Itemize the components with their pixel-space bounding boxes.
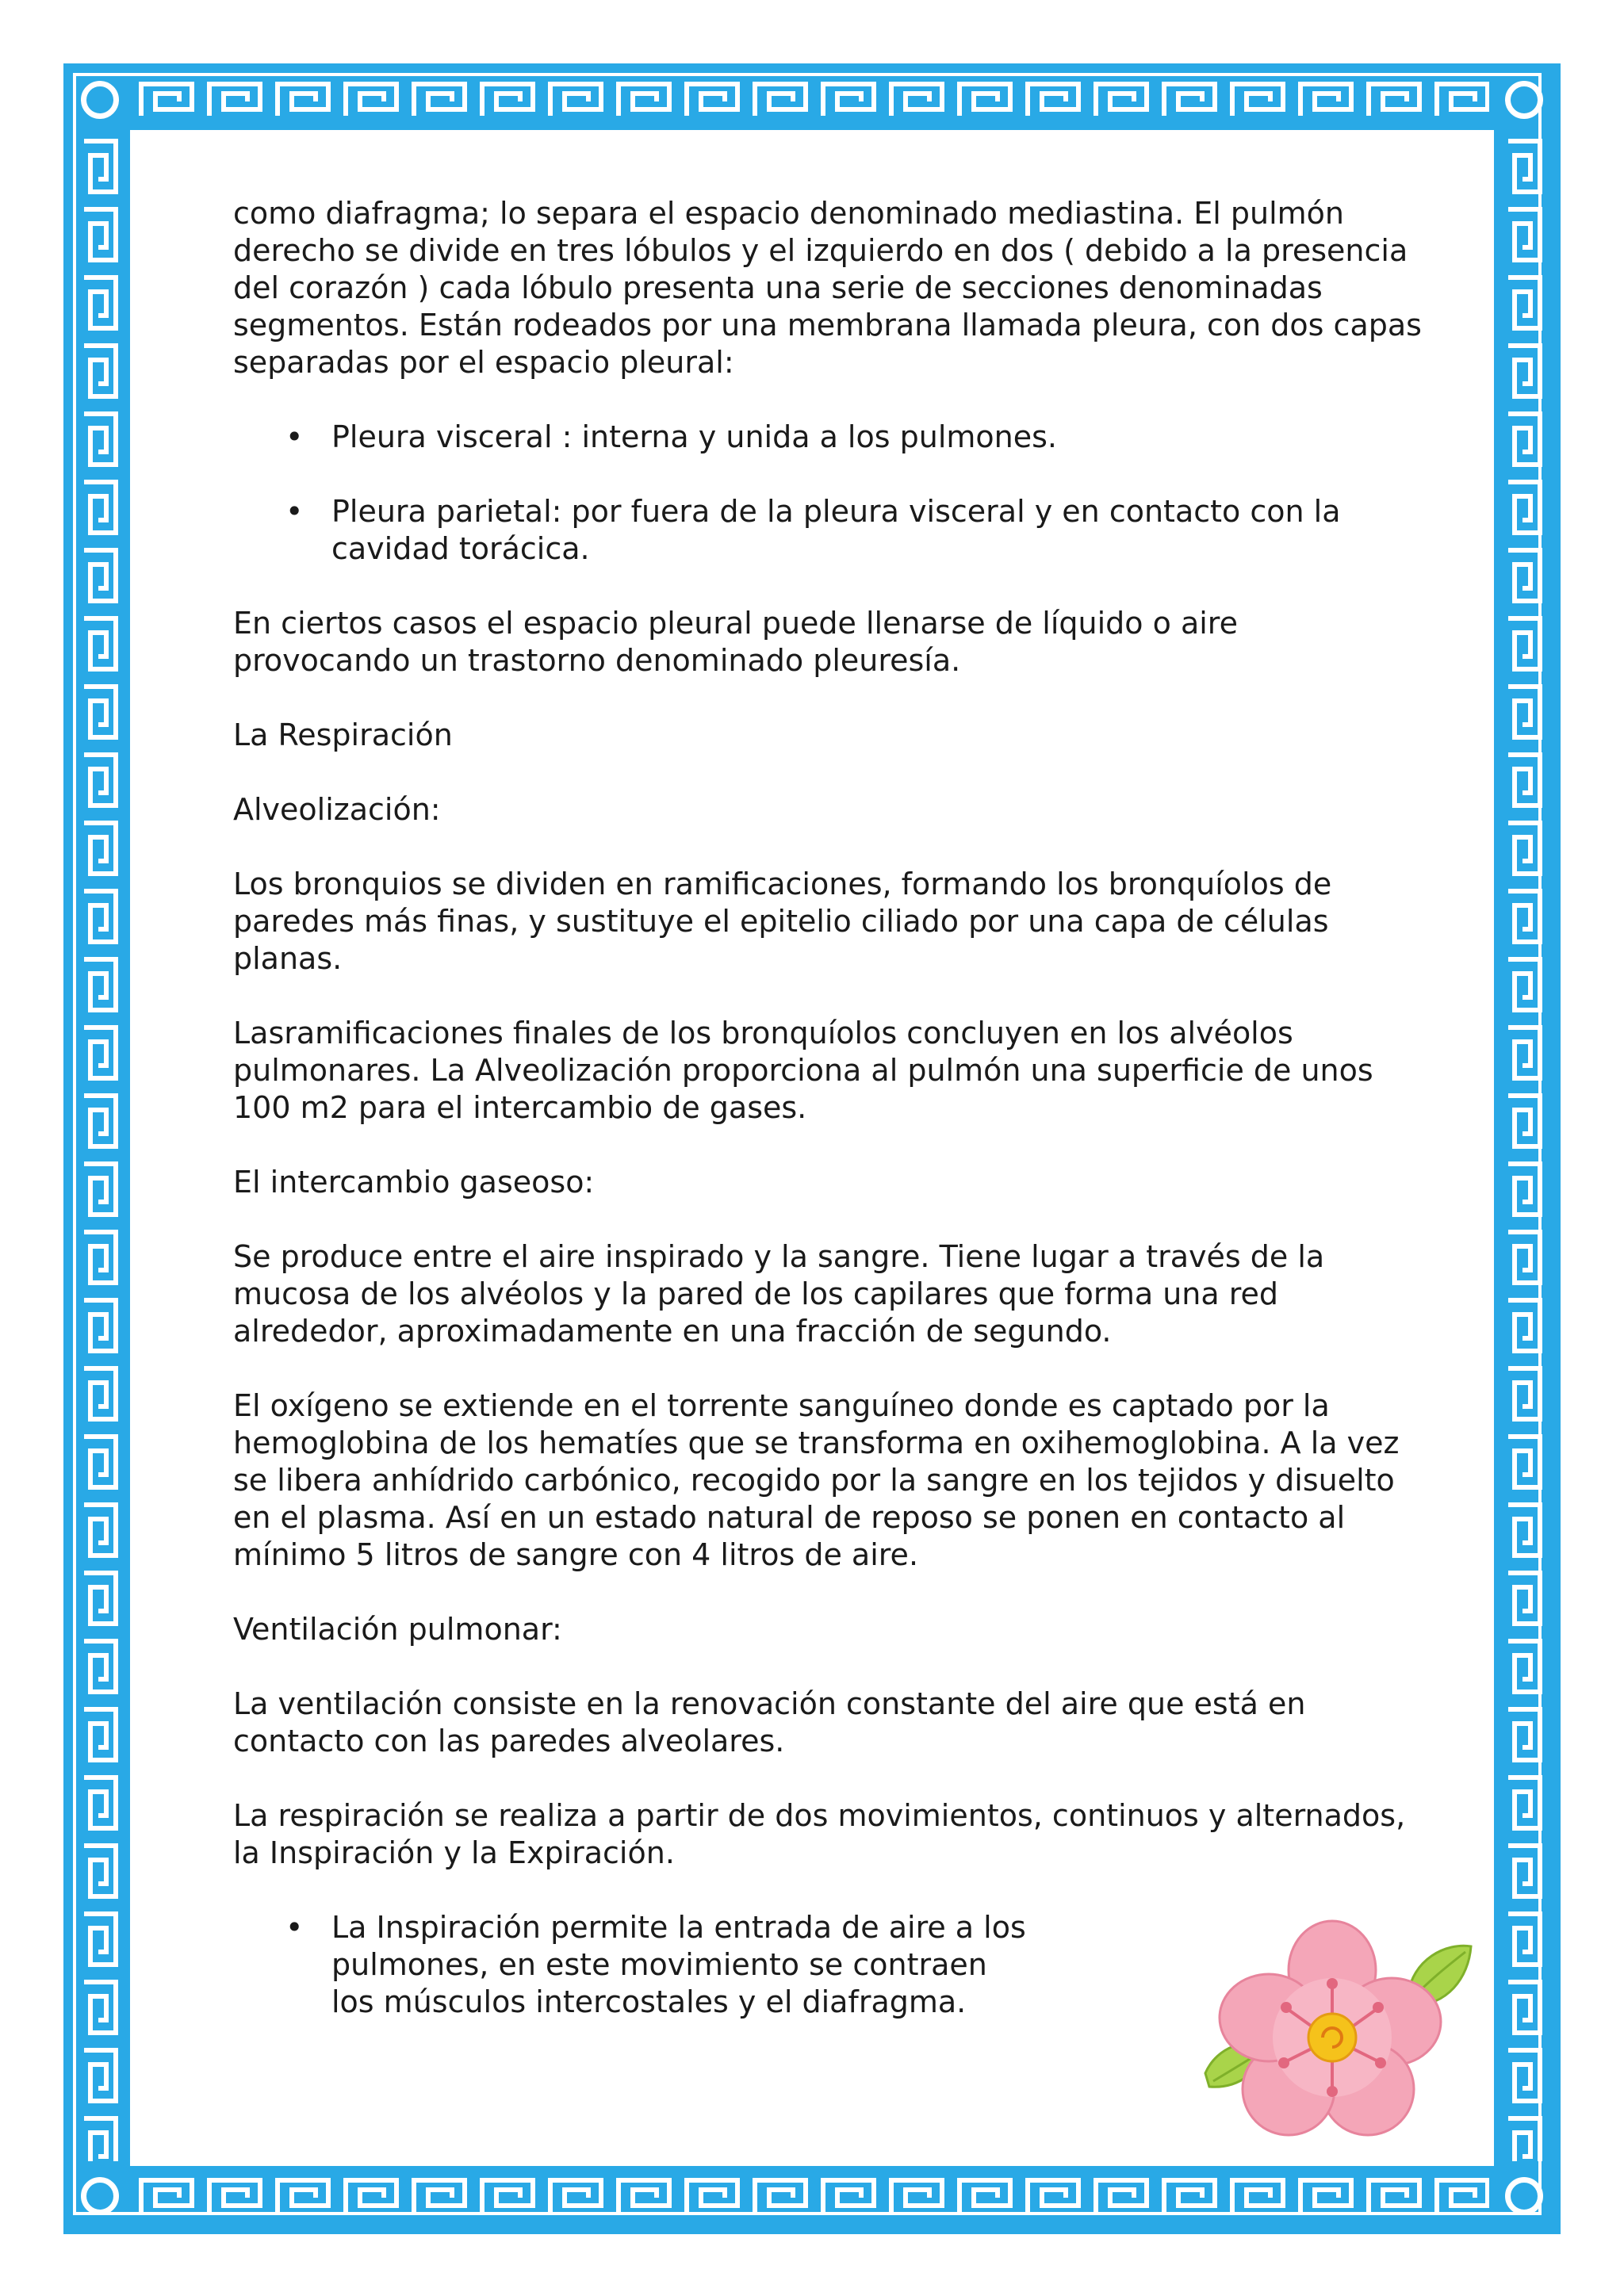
document-content bbox=[233, 195, 1423, 2058]
border-band-left bbox=[76, 135, 124, 2161]
paragraph-ventilacion-2: La respiración se realiza a partir de dos movimientos, continuos y alternados, la Inspiración y la Expiración. bbox=[233, 1798, 1406, 1870]
paragraph-ventilacion-1: La ventilación consiste en la renovación constante del aire que está en contacto con las paredes alveolares. bbox=[233, 1686, 1306, 1758]
border-corner-top-left bbox=[81, 81, 119, 119]
border-corner-bottom-left bbox=[81, 2177, 119, 2215]
list-item: • La Inspiración permite la entrada de aire a los pulmones, en este movimiento se contraen los músculos intercostales y el diafragma. bbox=[233, 1909, 1029, 2021]
heading-ventilacion: Ventilación pulmonar: bbox=[233, 1612, 562, 1647]
border-corner-top-right bbox=[1505, 81, 1543, 119]
list-item: • Pleura parietal: por fuera de la pleura visceral y en contacto con la cavidad torácica. bbox=[233, 493, 1423, 568]
border-band-top bbox=[135, 76, 1489, 124]
border-band-right bbox=[1500, 135, 1548, 2161]
flower-icon bbox=[1174, 1911, 1491, 2156]
paragraph-pulmon: como diafragma; lo separa el espacio denominado mediastina. El pulmón derecho se divide en tres lóbulos y el izquierdo en dos ( debido a la presencia del corazón ) cada lóbulo presenta una serie de secciones denominadas segmentos. Están rodeados por una membrana llamada pleura, con dos capas separadas por el espacio pleural: bbox=[233, 196, 1422, 380]
heading-alveolizacion: Alveolización: bbox=[233, 792, 441, 827]
paragraph-pleuresia: En ciertos casos el espacio pleural puede llenarse de líquido o aire provocando un trastorno denominado pleuresía. bbox=[233, 606, 1238, 678]
list-item: • Pleura visceral : interna y unida a los pulmones. bbox=[233, 419, 1423, 456]
paragraph-bronquios: Los bronquios se dividen en ramificaciones, formando los bronquíolos de paredes más finas, y sustituye el epitelio ciliado por una capa de células planas. bbox=[233, 867, 1332, 976]
heading-respiracion: La Respiración bbox=[233, 718, 453, 752]
border-band-bottom bbox=[135, 2172, 1489, 2220]
paragraph-intercambio-2: El oxígeno se extiende en el torrente sanguíneo donde es captado por la hemoglobina de los hematíes que se transforma en oxihemoglobina. A la vez se libera anhídrido carbónico, recogido por la sangre en los tejidos y disuelto en el plasma. Así en un estado natural de reposo se ponen en contacto al mínimo 5 litros de sangre con 4 litros de aire. bbox=[233, 1388, 1400, 1572]
paragraph-intercambio-1: Se produce entre el aire inspirado y la sangre. Tiene lugar a través de la mucosa de los alvéolos y la pared de los capilares que forma una red alrededor, aproximadamente en una fracción de segundo. bbox=[233, 1239, 1325, 1349]
paragraph-alveolos: Lasramificaciones finales de los bronquíolos concluyen en los alvéolos pulmonares. La Alveolización proporciona al pulmón una superficie de unos 100 m2 para el intercambio de gases. bbox=[233, 1016, 1373, 1125]
border-corner-bottom-right bbox=[1505, 2177, 1543, 2215]
pleura-list bbox=[233, 419, 1423, 568]
heading-intercambio: El intercambio gaseoso: bbox=[233, 1165, 595, 1200]
